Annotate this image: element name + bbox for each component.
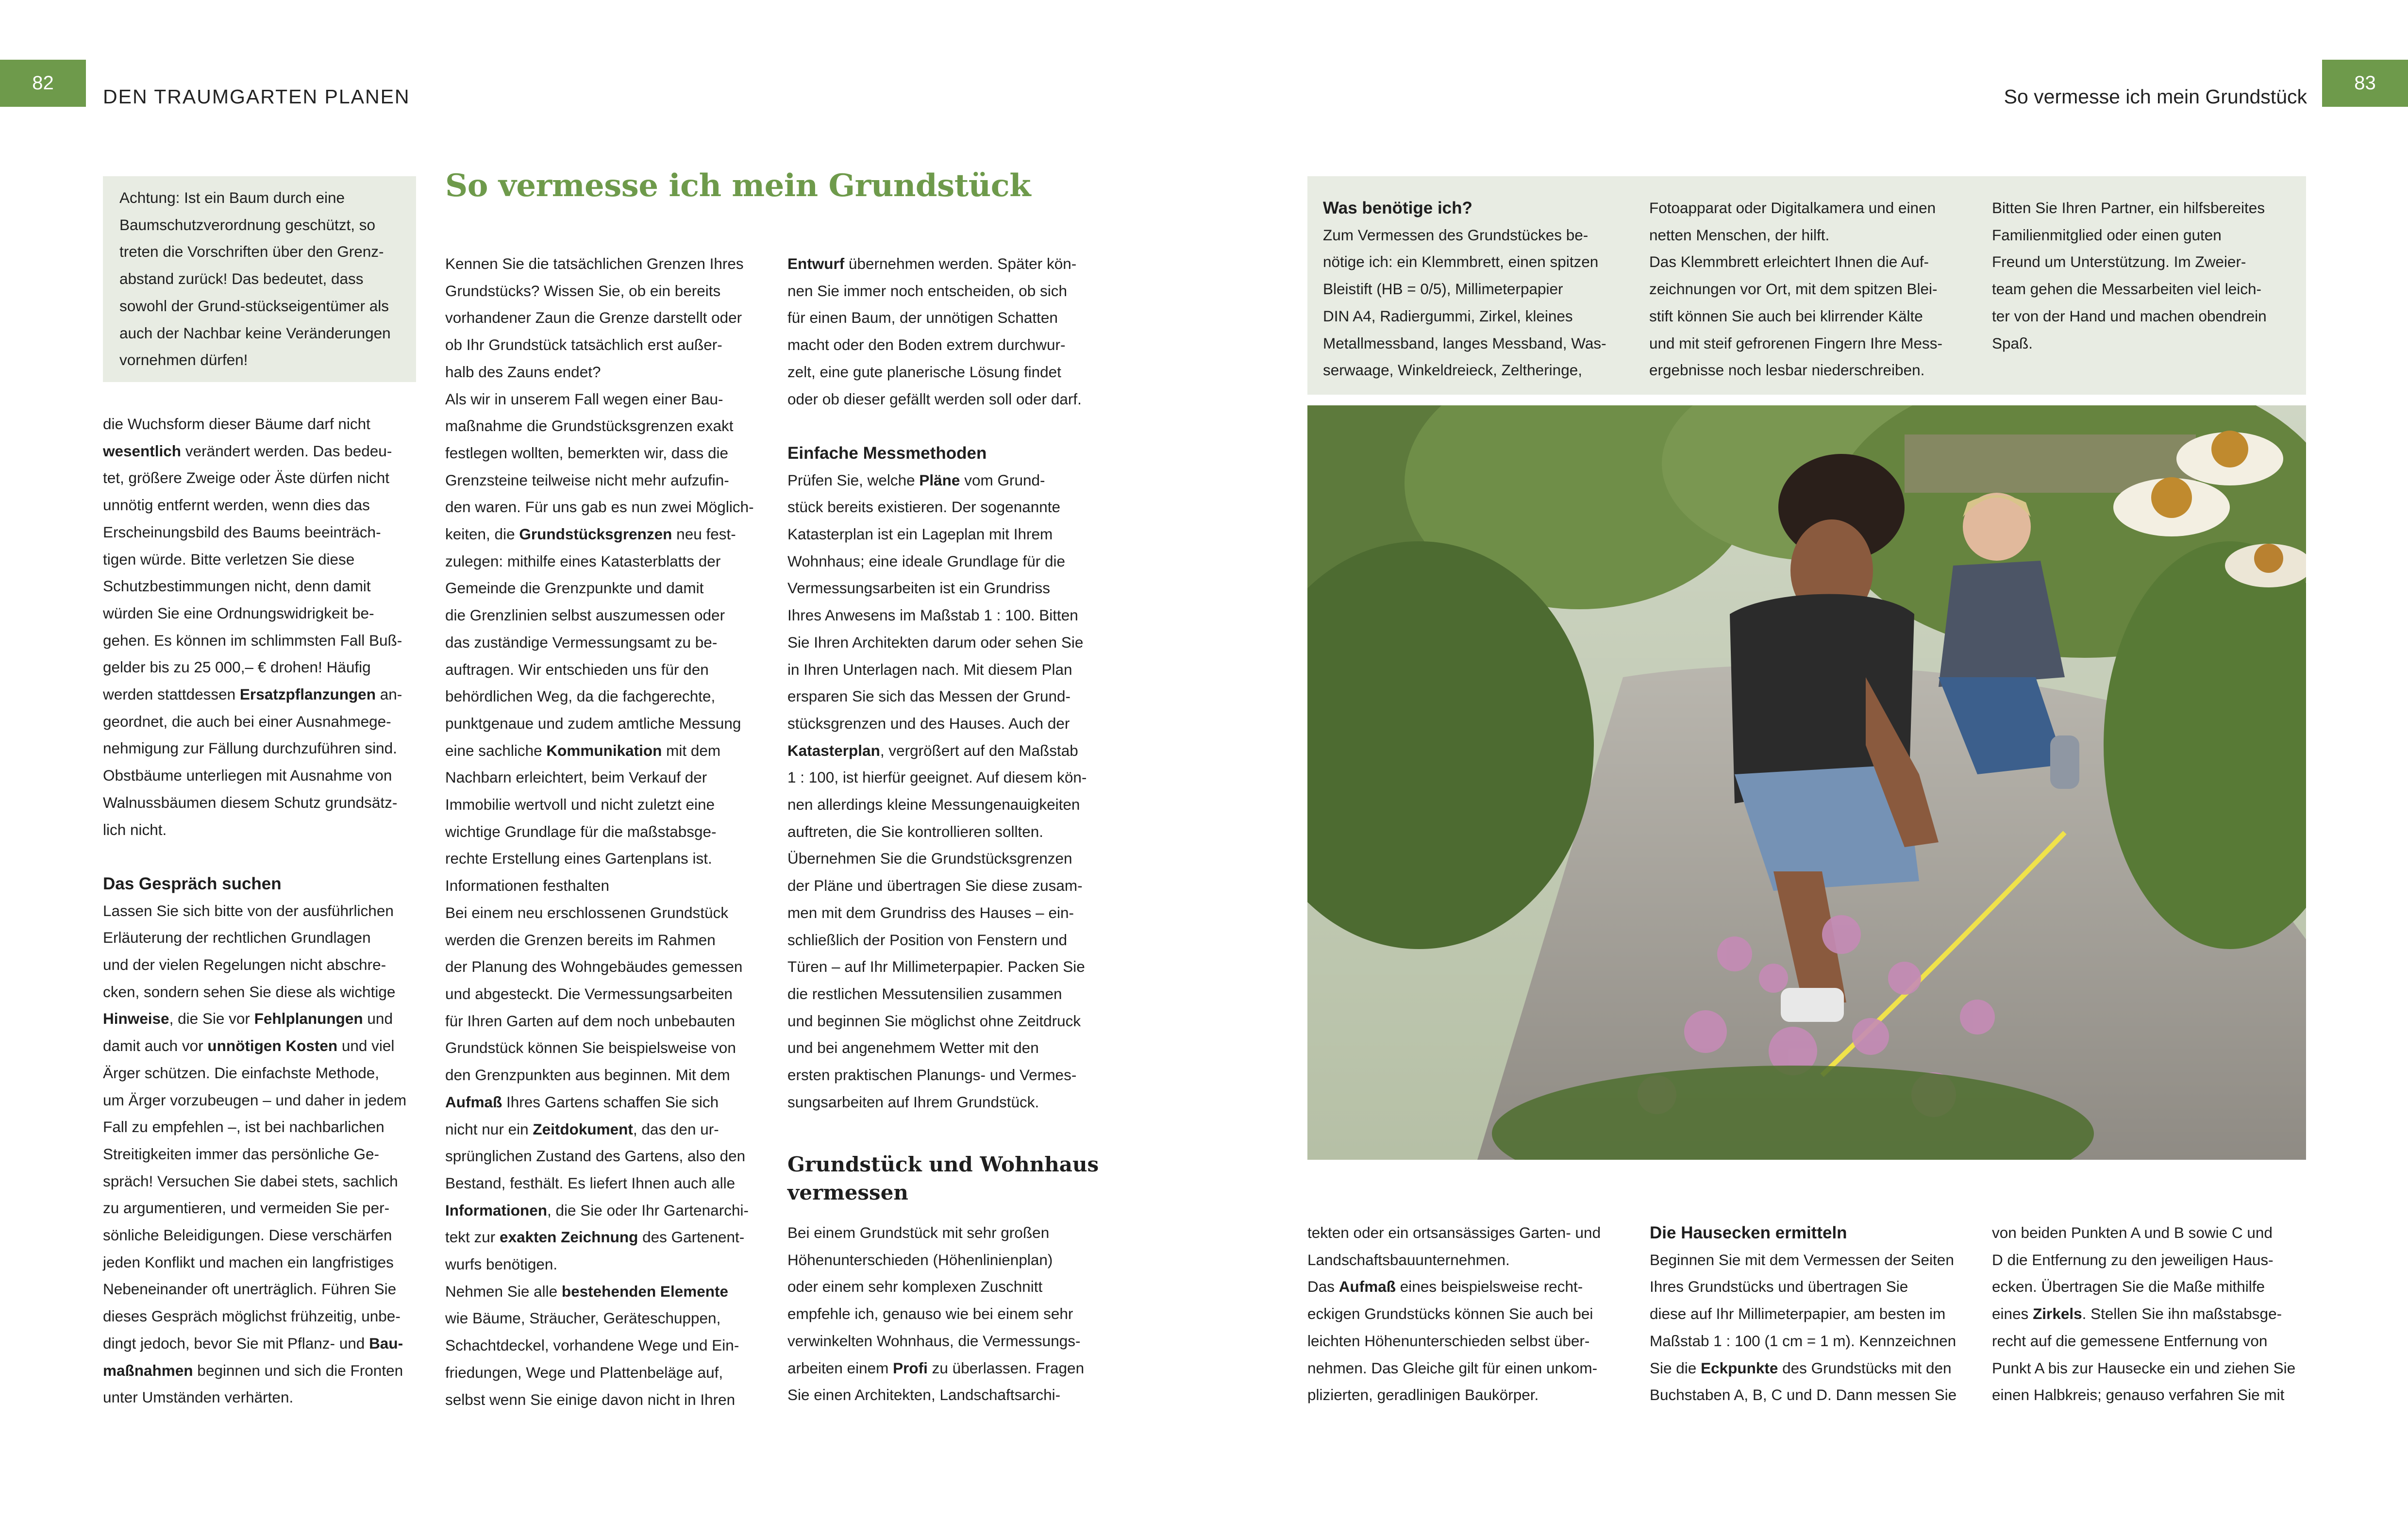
text-line: eines Zirkels. Stellen Sie ihn maßstabsge- [1992, 1305, 2282, 1323]
subheading: Einfache Messmethoden [787, 443, 987, 463]
text-line: unnötig entfernt werden, wenn dies das [103, 496, 370, 514]
text-line: zelt, eine gute planerische Lösung findet [787, 363, 1061, 381]
text-line: auftragen. Wir entschieden uns für den [445, 660, 709, 678]
equipment-box-col-1 [1323, 195, 1634, 384]
text-line: geordnet, die auch bei einer Ausnahmege- [103, 712, 391, 730]
text-line: nötige ich: ein Klemmbrett, einen spitzen [1323, 253, 1599, 271]
text-line: Katasterplan, vergrößert auf den Maßstab [787, 741, 1078, 759]
text-line: nen Sie immer noch entscheiden, ob sich [787, 282, 1068, 300]
text-line: Spaß. [1992, 334, 2033, 352]
text-line: 1 : 100, ist hierfür geeignet. Auf diesem kön- [787, 768, 1087, 786]
blank-line [787, 413, 1101, 440]
text-line: und mit steif gefrorenen Fingern Ihre Mess- [1649, 334, 1943, 352]
text-line: der Planung des Wohngebäudes gemessen [445, 958, 743, 976]
text-line: team gehen die Messarbeiten viel leich- [1992, 280, 2262, 298]
text-line: rechte Erstellung eines Gartenplans ist. [445, 850, 712, 868]
text-line: und abgesteckt. Die Vermessungsarbeiten [445, 985, 733, 1002]
text-line: empfehle ich, genauso wie bei einem sehr [787, 1305, 1073, 1323]
text-line: friedungen, Wege und Plattenbeläge auf, [445, 1363, 723, 1381]
text-line: keiten, die Grundstücksgrenzen neu fest- [445, 525, 736, 543]
text-line: Immobilie wertvoll und nicht zuletzt eine [445, 796, 715, 814]
text-line: die Wuchsform dieser Bäume darf nicht [103, 415, 370, 433]
text-line: unter Umständen verhärten. [103, 1388, 294, 1406]
column-3-body-bottom [787, 1219, 1101, 1409]
text-line: Bestand, festhält. Es liefert Ihnen auch alle [445, 1174, 736, 1192]
text-line: auftreten, die Sie kontrollieren sollten. [787, 822, 1044, 840]
text-line: Gemeinde die Grenzpunkte und damit [445, 579, 704, 597]
text-line: Nehmen Sie alle bestehenden Elemente [445, 1282, 728, 1300]
text-line: recht auf die gemessene Entfernung von [1992, 1332, 2268, 1350]
text-line: auch der Nachbar keine Veränderungen [119, 324, 391, 342]
column-3-body-top [787, 250, 1101, 1116]
text-line: den waren. Für uns gab es nun zwei Möglich- [445, 498, 754, 516]
text-line: Grundstück können Sie beispielsweise von [445, 1039, 736, 1057]
bottom-column-2-text [1650, 1247, 1963, 1409]
text-line: und bei angenehmem Wetter mit den [787, 1039, 1039, 1057]
text-line: dieses Gespräch möglichst frühzeitig, unbe- [103, 1307, 401, 1325]
text-line: für einen Baum, der unnötigen Schatten [787, 309, 1058, 327]
bottom-column-1 [1307, 1219, 1621, 1409]
equipment-box-title: Was benötige ich? [1323, 199, 1472, 217]
text-line: der Pläne und übertragen Sie diese zusam- [787, 877, 1083, 895]
text-line: zeichnungen vor Ort, mit dem spitzen Blei- [1649, 280, 1938, 298]
text-line: Landschaftsbauunternehmen. [1307, 1251, 1510, 1269]
text-line: diese auf Ihr Millimeterpapier, am besten im [1650, 1305, 1946, 1323]
bottom-column-2 [1650, 1219, 1963, 1409]
text-line: Nachbarn erleichtert, beim Verkauf der [445, 768, 707, 786]
text-line: Familienmitglied oder einen guten [1992, 226, 2222, 244]
text-line: die restlichen Messutensilien zusammen [787, 985, 1062, 1002]
text-line: maßnahmen beginnen und sich die Fronten [103, 1361, 403, 1379]
text-line: sungsarbeiten auf Ihrem Grundstück. [787, 1093, 1039, 1111]
text-line: jeden Konflikt und machen ein langfristiges [103, 1253, 394, 1271]
text-line: treten die Vorschriften über den Grenz- [119, 243, 384, 261]
text-line: verwinkelten Wohnhaus, die Vermessungs- [787, 1332, 1081, 1350]
text-line: Informationen, die Sie oder Ihr Gartenarchi- [445, 1201, 749, 1219]
bottom-column-3 [1992, 1219, 2305, 1409]
text-line: tekten oder ein ortsansässiges Garten- und [1307, 1224, 1601, 1241]
section-heading-line-2: vermessen [787, 1181, 908, 1204]
subheading: Das Gespräch suchen [103, 874, 282, 893]
page-number-tab-left [0, 60, 86, 107]
page-number-tab-right [2322, 60, 2408, 107]
text-line: Das Klemmbrett erleichtert Ihnen die Auf- [1649, 253, 1929, 271]
text-line: gelder bis zu 25 000,– € drohen! Häufig [103, 658, 371, 676]
text-line: tet, größere Zweige oder Äste dürfen nicht [103, 469, 390, 487]
text-line: Achtung: Ist ein Baum durch eine [119, 189, 345, 206]
running-head-right: So vermesse ich mein Grundstück [2004, 85, 2307, 108]
text-line: Metallmessband, langes Messband, Was- [1323, 334, 1606, 352]
text-line: stift können Sie auch bei klirrender Kälte [1649, 307, 1923, 325]
blank-line [103, 843, 416, 870]
text-line: Fotoapparat oder Digitalkamera und einen [1649, 199, 1936, 217]
text-line: Freund um Unterstützung. Im Zweier- [1992, 253, 2246, 271]
text-line: werden stattdessen Ersatzpflanzungen an- [103, 685, 402, 703]
text-line: ter von der Hand und machen obendrein [1992, 307, 2267, 325]
text-line: vornehmen dürfen! [119, 351, 248, 369]
text-line: Übernehmen Sie die Grundstücksgrenzen [787, 850, 1072, 868]
text-line: schließlich der Position von Fenstern und [787, 931, 1068, 949]
text-line: serwaage, Winkeldreieck, Zeltheringe, [1323, 361, 1582, 379]
text-line: cken, sondern sehen Sie diese als wichtige [103, 983, 396, 1001]
text-line: vorhandener Zaun die Grenze darstellt oder [445, 309, 742, 327]
text-line: zu argumentieren, und vermeiden Sie per- [103, 1199, 390, 1217]
text-line: Schachtdeckel, vorhandene Wege und Ein- [445, 1336, 739, 1354]
text-line: Bitten Sie Ihren Partner, ein hilfsbereites [1992, 199, 2265, 217]
text-line: sprünglichen Zustand des Gartens, also den [445, 1147, 746, 1165]
text-line: nehmen. Das Gleiche gilt für einen unkom- [1307, 1359, 1598, 1377]
text-line: selbst wenn Sie einige davon nicht in Ihren [445, 1390, 736, 1408]
text-line: Schutzbestimmungen nicht, denn damit [103, 577, 371, 595]
text-line: ecken. Übertragen Sie die Maße mithilfe [1992, 1278, 2265, 1296]
text-line: stücksgrenzen und des Hauses. Auch der [787, 714, 1070, 732]
text-line: Walnussbäumen diesem Schutz grundsätz- [103, 793, 398, 811]
text-line: Punkt A bis zur Hausecke ein und ziehen Sie [1992, 1359, 2296, 1377]
text-line: behördlichen Weg, da die fachgerechte, [445, 687, 716, 705]
text-line: ersten praktischen Planungs- und Vermes- [787, 1066, 1077, 1084]
text-line: Beginnen Sie mit dem Vermessen der Seiten [1650, 1251, 1954, 1269]
text-line: men mit dem Grundriss des Hauses – ein- [787, 903, 1074, 921]
text-line: spräch! Versuchen Sie dabei stets, sachlich [103, 1172, 398, 1190]
warning-note-text [119, 184, 411, 374]
text-line: Sie Ihren Architekten darum oder sehen Sie [787, 633, 1084, 651]
text-line: und beginnen Sie möglichst ohne Zeitdruck [787, 1012, 1081, 1030]
page-number-right: 83 [2354, 72, 2376, 94]
equipment-box-col-1-text [1323, 222, 1634, 384]
text-line: plizierten, geradlinigen Baukörper. [1307, 1386, 1539, 1404]
warning-note-box [103, 176, 416, 382]
text-line: tekt zur exakten Zeichnung des Gartenent- [445, 1228, 745, 1246]
text-line: Informationen festhalten [445, 877, 609, 895]
text-line: Sie die Eckpunkte des Grundstücks mit den [1650, 1359, 1952, 1377]
hausecken-heading: Die Hausecken ermitteln [1650, 1223, 1847, 1242]
text-line: die Grenzlinien selbst auszumessen oder [445, 606, 725, 624]
text-line: um Ärger vorzubeugen – und daher in jedem [103, 1091, 407, 1109]
text-line: Nebeneinander oft unerträglich. Führen Sie [103, 1280, 397, 1298]
text-line: Vermessungsarbeiten ist ein Grundriss [787, 579, 1051, 597]
text-line: Baumschutzverordnung geschützt, so [119, 216, 376, 234]
text-line: netten Menschen, der hilft. [1649, 226, 1830, 244]
text-line: abstand zurück! Das bedeutet, dass [119, 270, 364, 288]
text-line: lich nicht. [103, 820, 167, 838]
text-line: Aufmaß Ihres Gartens schaffen Sie sich [445, 1093, 719, 1111]
text-line: Grenzsteine teilweise nicht mehr aufzufin- [445, 471, 729, 489]
section-heading-grundstueck [787, 1151, 1108, 1207]
text-line: maßnahme die Grundstücksgrenzen exakt [445, 417, 734, 435]
text-line: Bleistift (HB = 0/5), Millimeterpapier [1323, 280, 1563, 298]
text-line: Buchstaben A, B, C und D. Dann messen Sie [1650, 1386, 1957, 1404]
text-line: eine sachliche Kommunikation mit dem [445, 741, 721, 759]
text-line: oder einem sehr komplexen Zuschnitt [787, 1278, 1043, 1296]
running-head-left: DEN TRAUMGARTEN PLANEN [103, 85, 410, 108]
page-title: So vermesse ich mein Grundstück [445, 167, 1031, 204]
text-line: für Ihren Garten auf dem noch unbebauten [445, 1012, 736, 1030]
text-line: Als wir in unserem Fall wegen einer Bau- [445, 390, 723, 408]
text-line: in Ihren Unterlagen nach. Mit diesem Plan [787, 660, 1072, 678]
text-line: Hinweise, die Sie vor Fehlplanungen und [103, 1010, 393, 1028]
equipment-box-col-3 [1992, 195, 2303, 357]
text-line: Wohnhaus; eine ideale Grundlage für die [787, 552, 1066, 570]
section-heading-line-1: Grundstück und Wohnhaus [787, 1152, 1099, 1176]
text-line: zulegen: mithilfe eines Katasterblatts der [445, 552, 721, 570]
text-line: sowohl der Grund-stückseigentümer als [119, 297, 389, 315]
text-line: macht oder den Boden extrem durchwur- [787, 336, 1066, 354]
text-line: festlegen wollten, bemerkten wir, dass die [445, 444, 729, 462]
text-line: gehen. Es können im schlimmsten Fall Buß- [103, 631, 402, 649]
text-line: Katasterplan ist ein Lageplan mit Ihrem [787, 525, 1053, 543]
column-1-body [103, 411, 416, 1411]
text-line: tigen würde. Bitte verletzen Sie diese [103, 550, 355, 568]
text-line: arbeiten einem Profi zu überlassen. Fragen [787, 1359, 1085, 1377]
text-line: ergebnisse noch lesbar niederschreiben. [1649, 361, 1925, 379]
text-line: wie Bäume, Sträucher, Geräteschuppen, [445, 1309, 721, 1327]
text-line: wesentlich verändert werden. Das bedeu- [103, 442, 392, 460]
text-line: halb des Zauns endet? [445, 363, 601, 381]
text-line: nehmigung zur Fällung durchzuführen sind. [103, 739, 397, 757]
text-line: Ihres Anwesens im Maßstab 1 : 100. Bitten [787, 606, 1078, 624]
text-line: Bei einem Grundstück mit sehr großen [787, 1224, 1050, 1241]
text-line: wurfs benötigen. [445, 1255, 558, 1273]
text-line: Streitigkeiten immer das persönliche Ge- [103, 1145, 379, 1163]
text-line: eckigen Grundstücks können Sie auch bei [1307, 1305, 1593, 1323]
text-line: das zuständige Vermessungsamt zu be- [445, 633, 718, 651]
text-line: DIN A4, Radiergummi, Zirkel, kleines [1323, 307, 1573, 325]
text-line: den Grenzpunkten aus beginnen. Mit dem [445, 1066, 730, 1084]
text-line: Höhenunterschieden (Höhenlinienplan) [787, 1251, 1053, 1269]
text-line: Grundstücks? Wissen Sie, ob ein bereits [445, 282, 721, 300]
text-line: wichtige Grundlage für die maßstabsge- [445, 822, 717, 840]
text-line: von beiden Punkten A und B sowie C und [1992, 1224, 2273, 1241]
text-line: würden Sie eine Ordnungswidrigkeit be- [103, 604, 374, 622]
text-line: Maßstab 1 : 100 (1 cm = 1 m). Kennzeichnen [1650, 1332, 1956, 1350]
text-line: Sie einen Architekten, Landschaftsarchi- [787, 1386, 1061, 1404]
garden-photo [1307, 405, 2306, 1160]
text-line: Ärger schützen. Die einfachste Methode, [103, 1064, 380, 1082]
text-line: ersparen Sie sich das Messen der Grund- [787, 687, 1071, 705]
text-line: stück bereits existieren. Der sogenannte [787, 498, 1061, 516]
text-line: Ihres Grundstücks und übertragen Sie [1650, 1278, 1908, 1296]
text-line: Das Aufmaß eines beispielsweise recht- [1307, 1278, 1583, 1296]
text-line: Obstbäume unterliegen mit Ausnahme von [103, 767, 392, 785]
text-line: und der vielen Regelungen nicht abschre- [103, 956, 386, 974]
text-line: Fall zu empfehlen –, ist bei nachbarlichen [103, 1118, 385, 1136]
text-line: Erscheinungsbild des Baums beeinträch- [103, 523, 381, 541]
text-line: nen allerdings kleine Messungenauigkeiten [787, 796, 1080, 814]
text-line: leichten Höhenunterschieden selbst über- [1307, 1332, 1590, 1350]
text-line: dingt jedoch, bevor Sie mit Pflanz- und Bau- [103, 1334, 403, 1352]
text-line: Kennen Sie die tatsächlichen Grenzen Ihres [445, 255, 744, 272]
text-line: Erläuterung der rechtlichen Grundlagen [103, 929, 371, 947]
text-line: werden die Grenzen bereits im Rahmen [445, 931, 716, 949]
text-line: Türen – auf Ihr Millimeterpapier. Packen Sie [787, 958, 1085, 976]
text-line: Prüfen Sie, welche Pläne vom Grund- [787, 471, 1045, 489]
text-line: Bei einem neu erschlossenen Grundstück [445, 903, 729, 921]
text-line: oder ob dieser gefällt werden soll oder darf. [787, 390, 1082, 408]
text-line: damit auch vor unnötigen Kosten und viel [103, 1037, 395, 1055]
equipment-box-col-2 [1649, 195, 1960, 384]
column-2-body [445, 250, 758, 1413]
text-line: Entwurf übernehmen werden. Später kön- [787, 255, 1077, 272]
text-line: Lassen Sie sich bitte von der ausführlichen [103, 901, 394, 919]
text-line: einen Halbkreis; genauso verfahren Sie mit [1992, 1386, 2285, 1404]
page-number-left: 82 [32, 72, 54, 94]
text-line: D die Entfernung zu den jeweiligen Haus- [1992, 1251, 2274, 1269]
text-line: punktgenaue und zudem amtliche Messung [445, 714, 741, 732]
text-line: sönliche Beleidigungen. Diese verschärfen [103, 1226, 392, 1244]
text-line: ob Ihr Grundstück tatsächlich erst außer- [445, 336, 722, 354]
text-line: Zum Vermessen des Grundstückes be- [1323, 226, 1589, 244]
equipment-box [1307, 176, 2306, 395]
text-line: nicht nur ein Zeitdokument, das den ur- [445, 1120, 719, 1138]
